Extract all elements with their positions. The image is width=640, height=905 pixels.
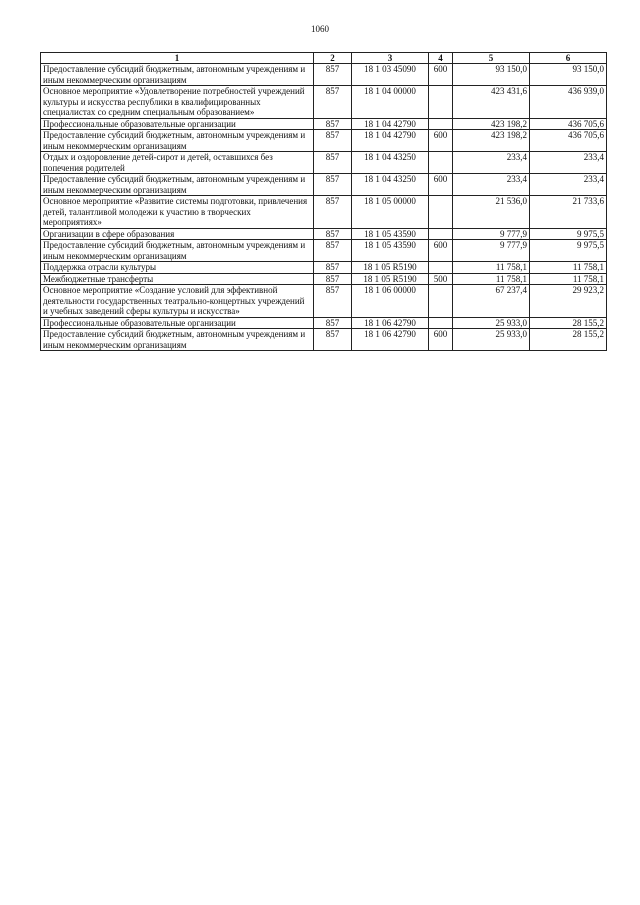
cell-target-article: 18 1 03 45090: [352, 64, 429, 86]
cell-code: 857: [314, 228, 352, 240]
cell-amount-year2: 21 733,6: [530, 196, 607, 229]
cell-code: 857: [314, 329, 352, 351]
table-row: [41, 174, 607, 196]
cell-expense-type: [429, 118, 453, 130]
table-row: [41, 196, 607, 229]
budget-table: [40, 52, 607, 351]
cell-amount-year1: 21 536,0: [453, 196, 530, 229]
cell-expense-type: [429, 262, 453, 274]
cell-amount-year2: 436 705,6: [530, 118, 607, 130]
cell-code: 857: [314, 262, 352, 274]
cell-name: Основное мероприятие «Развитие системы подготовки, привлечения детей, талантливой молодежи к участию в творческих мероприятиях»: [41, 196, 314, 229]
cell-name: Предоставление субсидий бюджетным, автономным учреждениям и иным некоммерческим организациям: [41, 329, 314, 351]
cell-code: 857: [314, 196, 352, 229]
cell-name: Основное мероприятие «Создание условий для эффективной деятельности государственных театрально-концертных учреждений и учебных заведений сферы культуры и искусства»: [41, 285, 314, 318]
cell-code: 857: [314, 285, 352, 318]
cell-amount-year2: 436 705,6: [530, 130, 607, 152]
cell-expense-type: [429, 196, 453, 229]
table-row: [41, 228, 607, 240]
cell-amount-year2: 9 975,5: [530, 228, 607, 240]
cell-amount-year1: 233,4: [453, 174, 530, 196]
cell-code: 857: [314, 118, 352, 130]
cell-target-article: 18 1 05 43590: [352, 228, 429, 240]
cell-amount-year1: 423 198,2: [453, 118, 530, 130]
cell-name: Организации в сфере образования: [41, 228, 314, 240]
cell-code: 857: [314, 174, 352, 196]
page-number: 1060: [311, 24, 329, 34]
cell-name: Предоставление субсидий бюджетным, автономным учреждениям и иным некоммерческим организациям: [41, 174, 314, 196]
cell-target-article: 18 1 04 42790: [352, 118, 429, 130]
cell-target-article: 18 1 04 43250: [352, 152, 429, 174]
cell-name: Предоставление субсидий бюджетным, автономным учреждениям и иным некоммерческим организациям: [41, 64, 314, 86]
cell-target-article: 18 1 06 00000: [352, 285, 429, 318]
cell-target-article: 18 1 04 43250: [352, 174, 429, 196]
cell-target-article: 18 1 05 00000: [352, 196, 429, 229]
cell-amount-year2: 28 155,2: [530, 317, 607, 329]
cell-expense-type: [429, 228, 453, 240]
table-row: [41, 240, 607, 262]
cell-target-article: 18 1 04 00000: [352, 86, 429, 119]
table-row: [41, 86, 607, 119]
cell-target-article: 18 1 05 R5190: [352, 262, 429, 274]
cell-target-article: 18 1 05 43590: [352, 240, 429, 262]
column-header: 1: [41, 53, 314, 64]
cell-code: 857: [314, 130, 352, 152]
table-row: [41, 285, 607, 318]
cell-target-article: 18 1 06 42790: [352, 329, 429, 351]
cell-name: Профессиональные образовательные организации: [41, 317, 314, 329]
column-header: 4: [429, 53, 453, 64]
table-row: [41, 152, 607, 174]
cell-name: Основное мероприятие «Удовлетворение потребностей учреждений культуры и искусства республики в квалифицированных специалистах со средним специальным образованием»: [41, 86, 314, 119]
cell-name: Отдых и оздоровление детей-сирот и детей, оставшихся без попечения родителей: [41, 152, 314, 174]
cell-amount-year1: 9 777,9: [453, 228, 530, 240]
cell-expense-type: 600: [429, 174, 453, 196]
cell-code: 857: [314, 152, 352, 174]
cell-amount-year1: 11 758,1: [453, 262, 530, 274]
cell-amount-year1: 11 758,1: [453, 273, 530, 285]
cell-code: 857: [314, 317, 352, 329]
cell-target-article: 18 1 04 42790: [352, 130, 429, 152]
cell-target-article: 18 1 06 42790: [352, 317, 429, 329]
cell-amount-year1: 423 198,2: [453, 130, 530, 152]
cell-amount-year2: 9 975,5: [530, 240, 607, 262]
cell-expense-type: 500: [429, 273, 453, 285]
table-row: [41, 329, 607, 351]
cell-amount-year1: 25 933,0: [453, 317, 530, 329]
cell-amount-year1: 93 150,0: [453, 64, 530, 86]
cell-code: 857: [314, 64, 352, 86]
cell-code: 857: [314, 240, 352, 262]
cell-expense-type: 600: [429, 240, 453, 262]
cell-expense-type: [429, 317, 453, 329]
cell-amount-year1: 9 777,9: [453, 240, 530, 262]
column-header: 2: [314, 53, 352, 64]
table-header-row: [41, 53, 607, 64]
cell-name: Предоставление субсидий бюджетным, автономным учреждениям и иным некоммерческим организациям: [41, 240, 314, 262]
table-row: [41, 262, 607, 274]
cell-expense-type: 600: [429, 130, 453, 152]
cell-expense-type: [429, 152, 453, 174]
cell-amount-year1: 233,4: [453, 152, 530, 174]
column-header: 3: [352, 53, 429, 64]
column-header: 6: [530, 53, 607, 64]
table-row: [41, 317, 607, 329]
cell-code: 857: [314, 273, 352, 285]
table-row: [41, 273, 607, 285]
cell-amount-year2: 28 155,2: [530, 329, 607, 351]
cell-amount-year2: 11 758,1: [530, 273, 607, 285]
cell-name: Поддержка отрасли культуры: [41, 262, 314, 274]
cell-code: 857: [314, 86, 352, 119]
cell-amount-year1: 25 933,0: [453, 329, 530, 351]
cell-expense-type: 600: [429, 64, 453, 86]
cell-expense-type: 600: [429, 329, 453, 351]
cell-amount-year2: 93 150,0: [530, 64, 607, 86]
table-row: [41, 118, 607, 130]
table-row: [41, 130, 607, 152]
cell-amount-year2: 233,4: [530, 152, 607, 174]
cell-amount-year2: 29 923,2: [530, 285, 607, 318]
cell-amount-year2: 436 939,0: [530, 86, 607, 119]
column-header: 5: [453, 53, 530, 64]
cell-amount-year1: 67 237,4: [453, 285, 530, 318]
cell-target-article: 18 1 05 R5190: [352, 273, 429, 285]
cell-name: Предоставление субсидий бюджетным, автономным учреждениям и иным некоммерческим организациям: [41, 130, 314, 152]
cell-name: Профессиональные образовательные организации: [41, 118, 314, 130]
table-body: [41, 64, 607, 351]
cell-expense-type: [429, 86, 453, 119]
cell-name: Межбюджетные трансферты: [41, 273, 314, 285]
cell-amount-year1: 423 431,6: [453, 86, 530, 119]
cell-expense-type: [429, 285, 453, 318]
table-row: [41, 64, 607, 86]
cell-amount-year2: 233,4: [530, 174, 607, 196]
cell-amount-year2: 11 758,1: [530, 262, 607, 274]
